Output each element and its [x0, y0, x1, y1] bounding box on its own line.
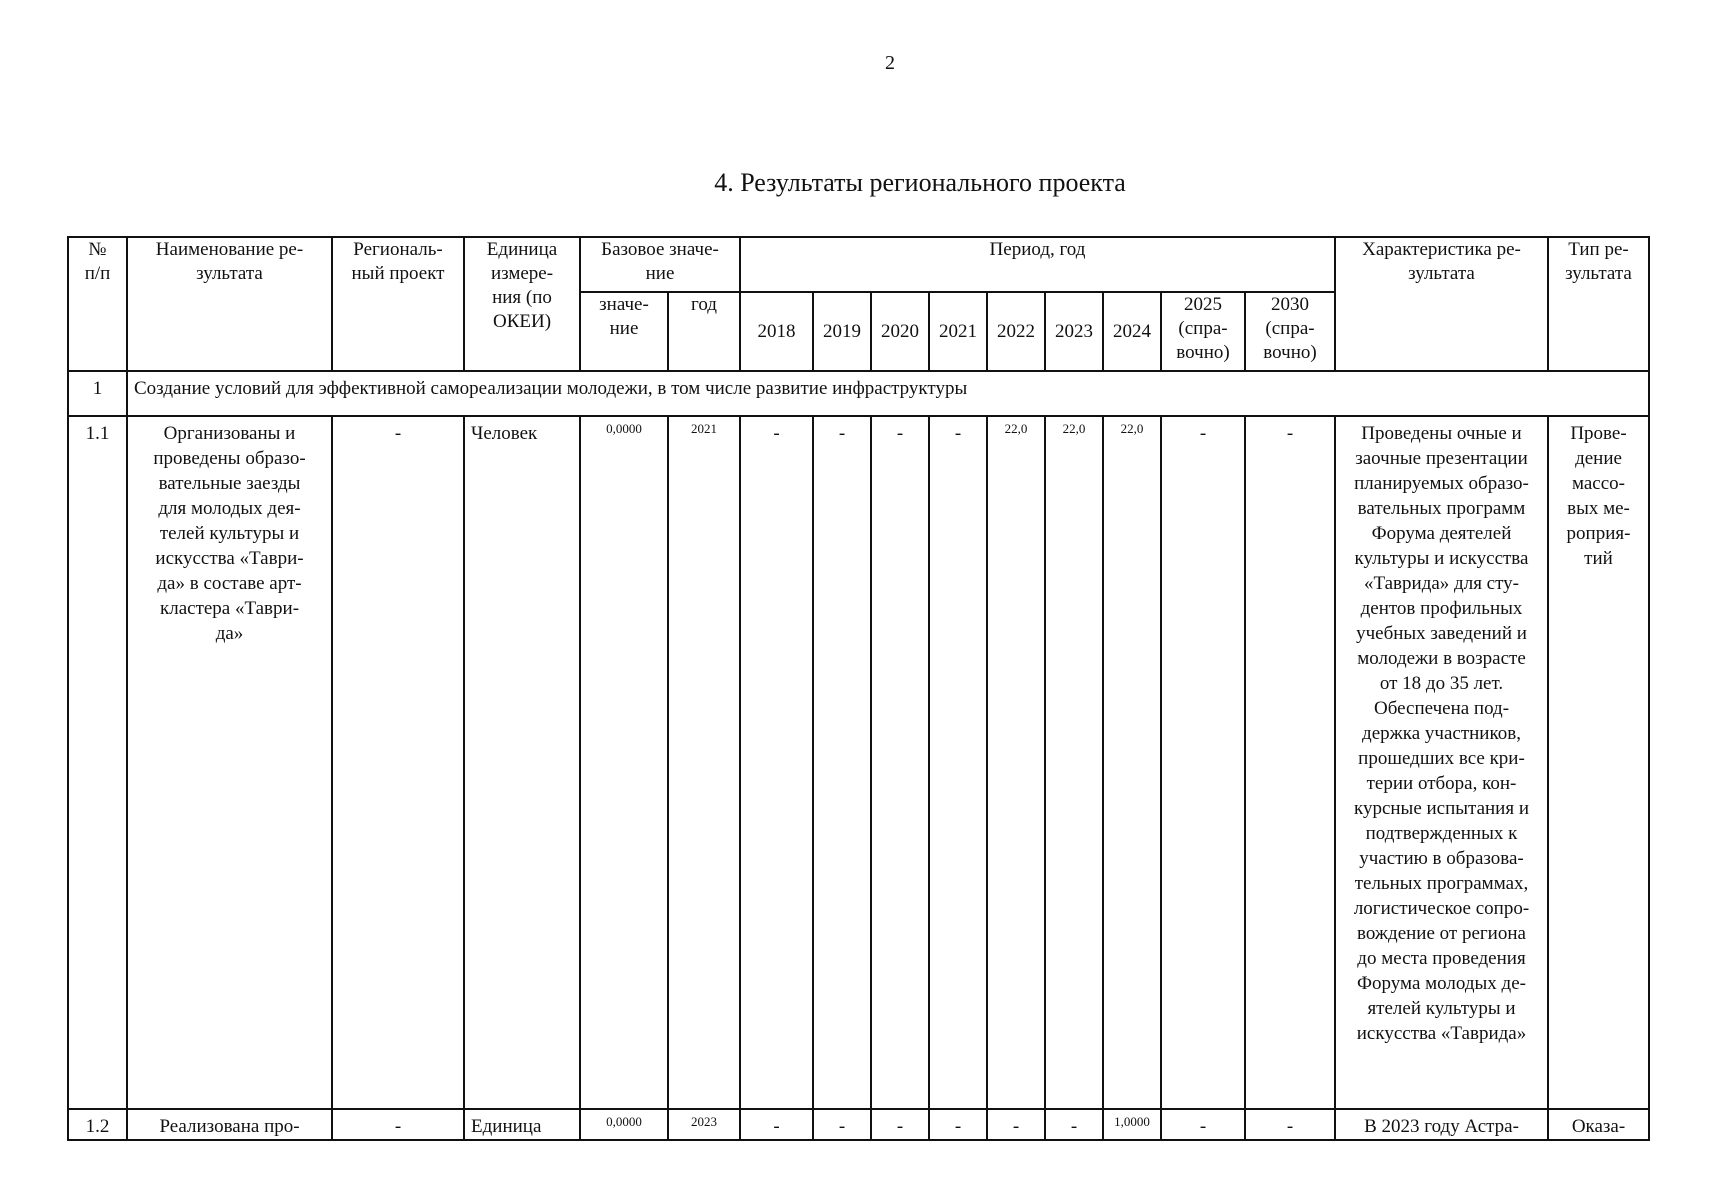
- row-regional: -: [332, 1109, 464, 1140]
- header-name: Наименование ре- зультата: [127, 237, 332, 371]
- section-title: Создание условий для эффективной самореализации молодежи, в том числе развитие инфраструктуры: [127, 371, 1649, 416]
- row-2019: -: [813, 1109, 871, 1140]
- row-unit: Человек: [464, 416, 580, 1109]
- row-2018: -: [740, 416, 813, 1109]
- table-row: [68, 416, 1649, 1109]
- row-2024: 22,0: [1103, 416, 1161, 1109]
- row-2021: -: [929, 1109, 987, 1140]
- row-2023: 22,0: [1045, 416, 1103, 1109]
- row-2030: -: [1245, 416, 1335, 1109]
- header-year-2020: 2020: [871, 292, 929, 371]
- row-2020: -: [871, 416, 929, 1109]
- header-year-2022: 2022: [987, 292, 1045, 371]
- header-year-2024: 2024: [1103, 292, 1161, 371]
- header-base-year: год: [668, 292, 740, 371]
- section-num: 1: [68, 371, 127, 416]
- header-year-2030: 2030 (спра- вочно): [1245, 292, 1335, 371]
- row-2025: -: [1161, 416, 1245, 1109]
- header-period: Период, год: [740, 237, 1335, 292]
- row-2018: -: [740, 1109, 813, 1140]
- header-year-2019: 2019: [813, 292, 871, 371]
- row-2022: 22,0: [987, 416, 1045, 1109]
- row-2020: -: [871, 1109, 929, 1140]
- row-base-value: 0,0000: [580, 416, 668, 1109]
- row-num: 1.2: [68, 1109, 127, 1140]
- row-base-year: 2023: [668, 1109, 740, 1140]
- table-row: [68, 1109, 1649, 1140]
- row-2022: -: [987, 1109, 1045, 1140]
- row-type: Прове- дение массо- вых ме- роприя- тий: [1548, 416, 1649, 1109]
- results-table: [67, 236, 1650, 1141]
- row-num: 1.1: [68, 416, 127, 1109]
- header-year-2025: 2025 (спра- вочно): [1161, 292, 1245, 371]
- header-base: Базовое значе- ние: [580, 237, 740, 292]
- table-header-row-1: [68, 237, 1649, 292]
- row-name: Организованы и проведены образо- вательные заезды для молодых дея- телей культуры и искусства «Таври- да» в составе арт- кластера «Таври- да»: [127, 416, 332, 1109]
- page-number: 2: [885, 52, 895, 74]
- row-base-year: 2021: [668, 416, 740, 1109]
- row-regional: -: [332, 416, 464, 1109]
- row-2024: 1,0000: [1103, 1109, 1161, 1140]
- row-base-value: 0,0000: [580, 1109, 668, 1140]
- row-2023: -: [1045, 1109, 1103, 1140]
- header-characteristic: Характеристика ре- зультата: [1335, 237, 1548, 371]
- row-type: Оказа-: [1548, 1109, 1649, 1140]
- header-base-value: значе- ние: [580, 292, 668, 371]
- header-unit: Единица измере- ния (по ОКЕИ): [464, 237, 580, 371]
- row-characteristic: Проведены очные и заочные презентации планируемых образо- вательных программ Форума деятелей культуры и искусства «Таврида» для сту- дентов профильных учебных заведений и молодежи в возрасте от 18 до 35 лет. Обеспечена под- держка участников, прошедших все кри- терии отбора, кон- курсные испытания и подтвержденных к участию в образова- тельных программах, логистическое сопро- вождение от региона до места проведения Форума молодых де- ятелей культуры и искусства «Таврида»: [1335, 416, 1548, 1109]
- row-2021: -: [929, 416, 987, 1109]
- header-type: Тип ре- зультата: [1548, 237, 1649, 371]
- row-unit: Единица: [464, 1109, 580, 1140]
- header-year-2023: 2023: [1045, 292, 1103, 371]
- header-regional: Региональ- ный проект: [332, 237, 464, 371]
- row-2025: -: [1161, 1109, 1245, 1140]
- page-title: 4. Результаты регионального проекта: [714, 168, 1126, 197]
- row-name: Реализована про-: [127, 1109, 332, 1140]
- section-row: [68, 371, 1649, 416]
- row-2030: -: [1245, 1109, 1335, 1140]
- row-characteristic: В 2023 году Астра-: [1335, 1109, 1548, 1140]
- row-2019: -: [813, 416, 871, 1109]
- header-year-2018: 2018: [740, 292, 813, 371]
- header-year-2021: 2021: [929, 292, 987, 371]
- header-num: № п/п: [68, 237, 127, 371]
